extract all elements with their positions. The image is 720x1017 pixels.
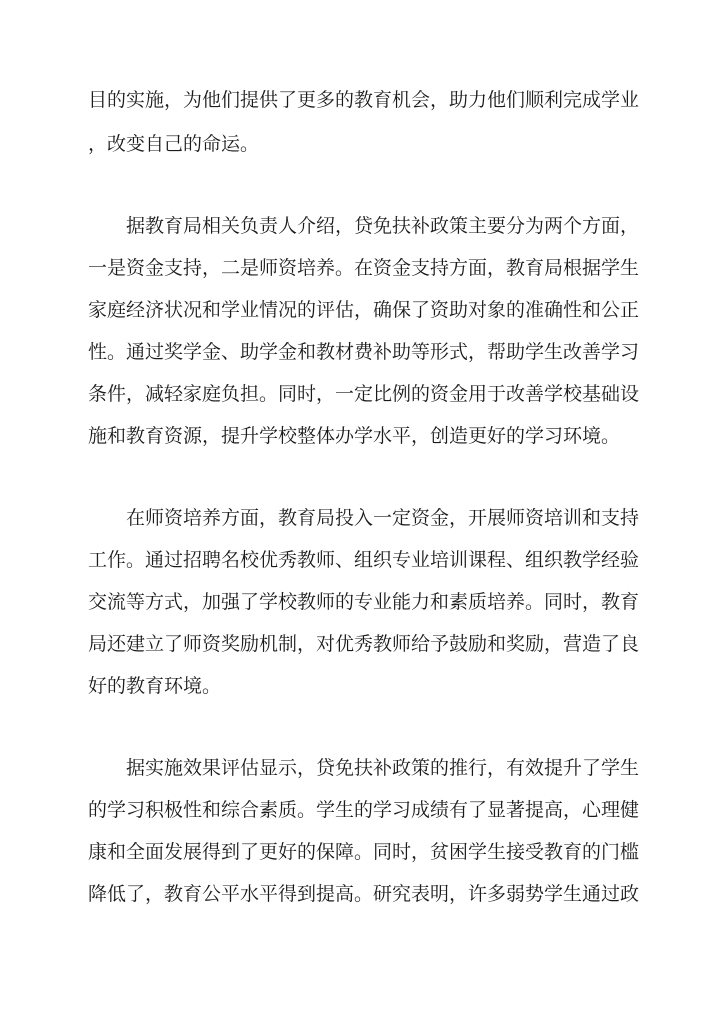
text-line: 局还建立了师资奖励机制，对优秀教师给予鼓励和奖励，营造了良 bbox=[88, 633, 640, 655]
text-line: 据实施效果评估显示，贷免扶补政策的推行，有效提升了学生 bbox=[126, 757, 640, 779]
text-line: 条件，减轻家庭负担。同时，一定比例的资金用于改善学校基础设 bbox=[88, 383, 640, 405]
text-line: 据教育局相关负责人介绍，贷免扶补政策主要分为两个方面， bbox=[126, 215, 640, 237]
text-line: 一是资金支持，二是师资培养。在资金支持方面，教育局根据学生 bbox=[88, 257, 640, 279]
text-line: 好的教育环境。 bbox=[88, 675, 222, 697]
text-line: 目的实施，为他们提供了更多的教育机会，助力他们顺利完成学业 bbox=[88, 89, 640, 111]
text-line: 在师资培养方面，教育局投入一定资金，开展师资培训和支持 bbox=[126, 507, 640, 529]
text-line: 交流等方式，加强了学校教师的专业能力和素质培养。同时，教育 bbox=[88, 591, 640, 613]
text-line: 家庭经济状况和学业情况的评估，确保了资助对象的准确性和公正 bbox=[88, 299, 640, 321]
text-line: 工作。通过招聘名校优秀教师、组织专业培训课程、组织教学经验 bbox=[88, 549, 640, 571]
text-line: ，改变自己的命运。 bbox=[88, 133, 260, 155]
text-line: 康和全面发展得到了更好的保障。同时，贫困学生接受教育的门槛 bbox=[88, 841, 640, 863]
text-line: 施和教育资源，提升学校整体办学水平，创造更好的学习环境。 bbox=[88, 425, 621, 447]
text-line: 性。通过奖学金、助学金和教材费补助等形式，帮助学生改善学习 bbox=[88, 341, 640, 363]
text-line: 的学习积极性和综合素质。学生的学习成绩有了显著提高，心理健 bbox=[88, 799, 640, 821]
text-line: 降低了，教育公平水平得到提高。研究表明，许多弱势学生通过政 bbox=[88, 883, 640, 905]
